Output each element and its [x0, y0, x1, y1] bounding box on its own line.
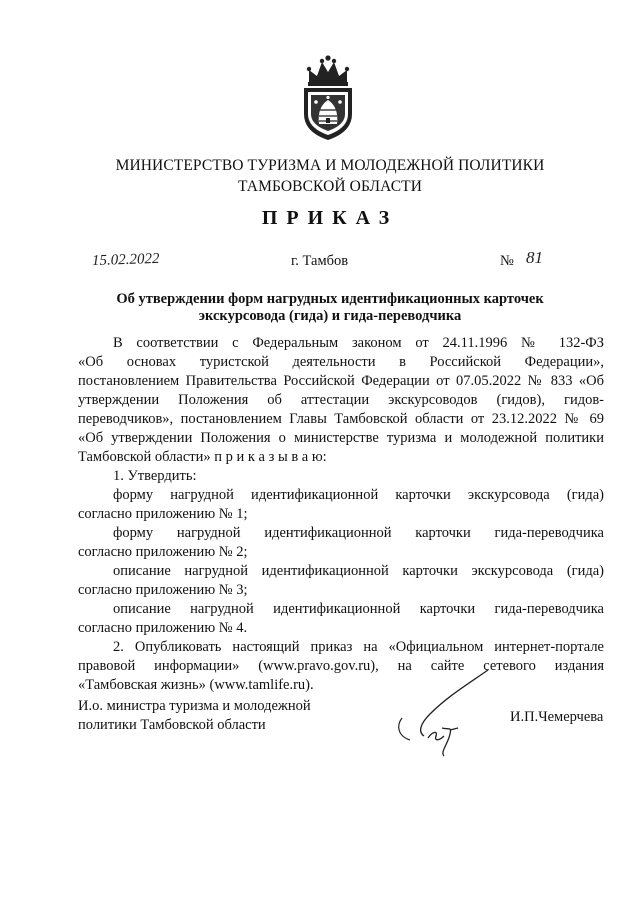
- signatory-name: И.П.Чемерчева: [510, 709, 604, 725]
- body-line: форму нагрудной идентификационной карточки экскурсовода (гида): [113, 487, 604, 503]
- body-line: правовой информации» (www.pravo.gov.ru), на сайте сетевого издания: [78, 658, 604, 674]
- order-date: 15.02.2022: [91, 250, 160, 270]
- order-number-value: 81: [526, 248, 543, 267]
- body-line: «Тамбовская жизнь» (www.tamlife.ru).: [78, 677, 314, 693]
- subject-line1: Об утверждении форм нагрудных идентификационных карточек: [116, 291, 544, 307]
- order-title: ПРИКАЗ: [261, 207, 399, 229]
- signatory-title-line1: И.о. министра туризма и молодежной: [78, 698, 311, 714]
- body-line: согласно приложению № 4.: [78, 620, 248, 636]
- body-line: утверждении Положения об аттестации экскурсоводов (гидов), гидов-: [78, 392, 604, 408]
- body-line: 1. Утвердить:: [113, 468, 197, 484]
- body-line: Тамбовской области» п р и к а з ы в а ю:: [78, 449, 327, 465]
- body-line: «Об утверждении Положения о министерстве туризма и молодежной политики: [78, 430, 604, 446]
- body-line: «Об основах туристской деятельности в Российской Федерации»,: [78, 354, 604, 370]
- body-line: форму нагрудной идентификационной карточки гида-переводчика: [113, 525, 604, 541]
- body-line: согласно приложению № 3;: [78, 582, 248, 598]
- ministry-name-line2: ТАМБОВСКОЙ ОБЛАСТИ: [238, 178, 422, 195]
- body-line: В соответствии с Федеральным законом от 24.11.1996 № 132-ФЗ: [113, 335, 604, 351]
- tambov-coat-of-arms-icon: [295, 52, 361, 142]
- body-line: постановлением Правительства Российской Федерации от 07.05.2022 № 833 «Об: [78, 373, 604, 389]
- body-line: переводчиков», постановлением Главы Тамбовской области от 23.12.2022 № 69: [78, 411, 604, 427]
- body-line: описание нагрудной идентификационной карточки гида-переводчика: [113, 601, 604, 617]
- handwritten-signature-icon: [388, 666, 498, 758]
- body-line: согласно приложению № 2;: [78, 544, 248, 560]
- body-line: 2. Опубликовать настоящий приказ на «Официальном интернет-портале: [113, 639, 604, 655]
- order-city: г. Тамбов: [291, 253, 349, 269]
- signatory-title-line2: политики Тамбовской области: [78, 717, 266, 733]
- body-line: описание нагрудной идентификационной карточки экскурсовода (гида): [113, 563, 604, 579]
- order-number-label: №: [500, 253, 514, 269]
- body-line: согласно приложению № 1;: [78, 506, 248, 522]
- subject-line2: экскурсовода (гида) и гида-переводчика: [198, 308, 462, 324]
- ministry-name-line1: МИНИСТЕРСТВО ТУРИЗМА И МОЛОДЕЖНОЙ ПОЛИТИКИ: [115, 157, 545, 174]
